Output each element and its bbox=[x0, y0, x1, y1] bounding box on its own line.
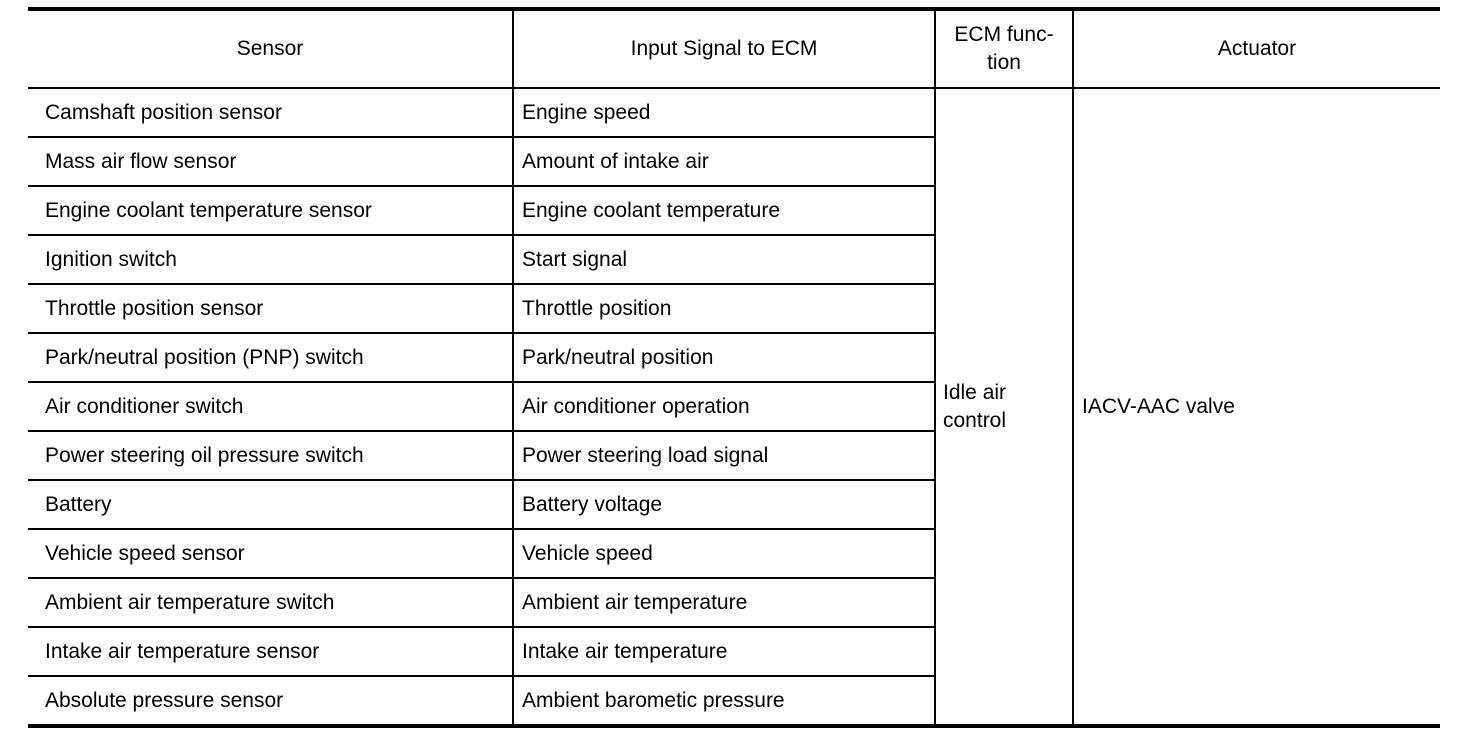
sensor-cell: Ambient air temperature switch bbox=[28, 578, 513, 627]
input-signal-cell: Engine speed bbox=[513, 88, 935, 137]
sensor-cell: Ignition switch bbox=[28, 235, 513, 284]
header-sensor: Sensor bbox=[28, 9, 513, 88]
input-signal-cell: Start signal bbox=[513, 235, 935, 284]
sensor-cell: Battery bbox=[28, 480, 513, 529]
table-header bbox=[28, 9, 1440, 88]
sensor-cell: Air conditioner switch bbox=[28, 382, 513, 431]
sensor-cell: Engine coolant temperature sensor bbox=[28, 186, 513, 235]
header-ecm-function-line1: ECM func- bbox=[954, 22, 1054, 46]
header-ecm-function-text bbox=[954, 21, 1053, 78]
table-row bbox=[28, 88, 1440, 137]
header-actuator: Actuator bbox=[1073, 9, 1440, 88]
input-signal-cell: Vehicle speed bbox=[513, 529, 935, 578]
input-signal-cell: Power steering load signal bbox=[513, 431, 935, 480]
ecm-function-line2: control bbox=[943, 408, 1007, 432]
input-signal-cell: Air conditioner operation bbox=[513, 382, 935, 431]
actuator-cell: IACV-AAC valve bbox=[1082, 394, 1235, 418]
header-input-signal: Input Signal to ECM bbox=[513, 9, 935, 88]
sensor-cell: Camshaft position sensor bbox=[28, 88, 513, 137]
input-signal-cell: Amount of intake air bbox=[513, 137, 935, 186]
sensor-cell: Power steering oil pressure switch bbox=[28, 431, 513, 480]
sensor-cell: Throttle position sensor bbox=[28, 284, 513, 333]
sensor-cell: Intake air temperature sensor bbox=[28, 627, 513, 676]
ecm-signal-table bbox=[28, 7, 1440, 728]
input-signal-cell: Park/neutral position bbox=[513, 333, 935, 382]
sensor-cell: Absolute pressure sensor bbox=[28, 676, 513, 726]
input-signal-cell: Battery voltage bbox=[513, 480, 935, 529]
sensor-cell: Mass air flow sensor bbox=[28, 137, 513, 186]
input-signal-cell: Intake air temperature bbox=[513, 627, 935, 676]
input-signal-cell: Throttle position bbox=[513, 284, 935, 333]
input-signal-cell: Engine coolant temperature bbox=[513, 186, 935, 235]
input-signal-cell: Ambient air temperature bbox=[513, 578, 935, 627]
sensor-cell: Vehicle speed sensor bbox=[28, 529, 513, 578]
header-row bbox=[28, 9, 1440, 88]
ecm-function-line1: Idle air bbox=[943, 381, 1007, 405]
ecm-function-cell bbox=[935, 88, 1073, 726]
input-signal-cell: Ambient barometic pressure bbox=[513, 676, 935, 726]
header-ecm-function-line2: tion bbox=[987, 51, 1021, 74]
sensor-cell: Park/neutral position (PNP) switch bbox=[28, 333, 513, 382]
table-body bbox=[28, 88, 1440, 726]
header-ecm-function bbox=[935, 9, 1073, 88]
